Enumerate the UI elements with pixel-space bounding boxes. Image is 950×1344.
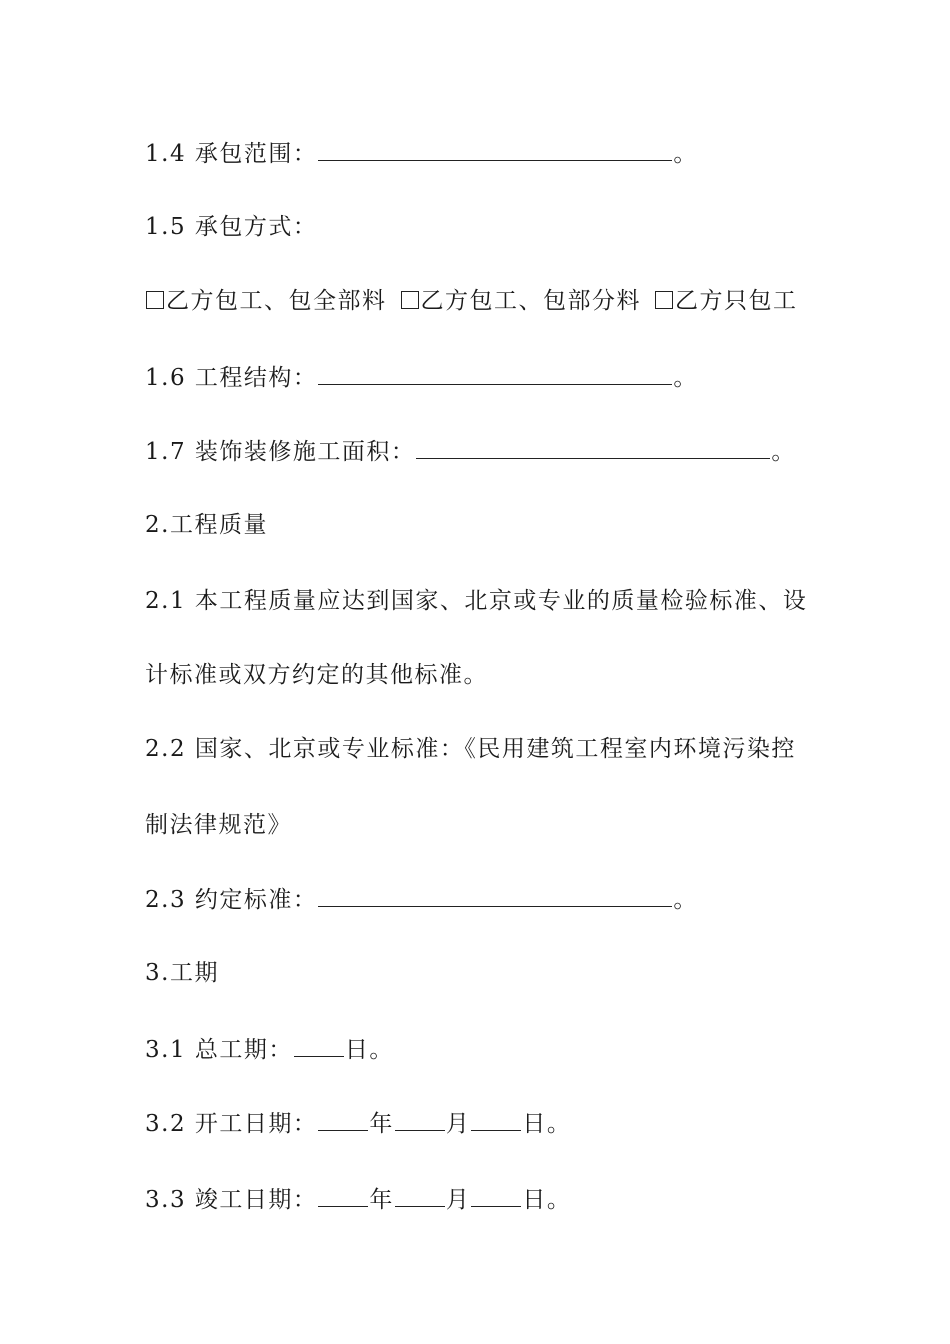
clause-1-5 xyxy=(145,212,317,242)
option-label-3: 乙方只包工 xyxy=(675,288,798,314)
clause-number: 2.2 xyxy=(145,736,187,762)
clause-label: 开工日期： xyxy=(194,1111,318,1137)
clause-label: 装饰装修施工面积： xyxy=(194,439,416,465)
clause-3-2: 3.2 开工日期： 年 月 日。 xyxy=(145,1108,571,1139)
clause-label: 承包方式： xyxy=(194,214,318,240)
blank-end-year[interactable] xyxy=(318,1184,368,1207)
clause-3-3: 3.3 竣工日期： 年 月 日。 xyxy=(145,1184,571,1215)
option-label-2: 乙方包工、包部分料 xyxy=(420,288,641,314)
clause-number: 3.1 xyxy=(145,1037,187,1063)
clause-number: 2.3 xyxy=(145,887,187,913)
clause-number: 3.2 xyxy=(145,1111,187,1137)
checkbox-option-3[interactable] xyxy=(655,291,673,309)
clause-label: 承包范围： xyxy=(194,141,318,167)
checkbox-option-2[interactable] xyxy=(401,291,419,309)
clause-number: 3.3 xyxy=(145,1187,187,1213)
clause-number: 2.1 xyxy=(145,588,187,614)
blank-total-days[interactable] xyxy=(294,1034,344,1057)
option-label-1: 乙方包工、包全部料 xyxy=(166,288,387,314)
blank-area[interactable] xyxy=(416,436,770,459)
clause-label: 竣工日期： xyxy=(194,1187,318,1213)
clause-1-4: 1.4 承包范围： 。 xyxy=(145,138,698,169)
clause-2-2-line-1: 2.2 国家、北京或专业标准：《民用建筑工程室内环境污染控 xyxy=(145,736,796,762)
clause-2-2-line-2: 制法律规范》 xyxy=(145,812,292,838)
blank-start-month[interactable] xyxy=(395,1108,445,1131)
clause-2-3: 2.3 约定标准： 。 xyxy=(145,884,698,915)
blank-end-month[interactable] xyxy=(395,1184,445,1207)
contract-method-options xyxy=(146,286,798,316)
blank-contract-scope[interactable] xyxy=(318,138,672,161)
clause-number: 1.5 xyxy=(145,214,187,240)
clause-2-1-line-1: 2.1 本工程质量应达到国家、北京或专业的质量检验标准、设 xyxy=(145,588,808,614)
clause-1-7: 1.7 装饰装修施工面积： 。 xyxy=(145,436,796,467)
clause-number: 1.6 xyxy=(145,365,187,391)
blank-agreed-standard[interactable] xyxy=(318,884,672,907)
checkbox-option-1[interactable] xyxy=(146,291,164,309)
clause-number: 1.7 xyxy=(145,439,187,465)
clause-label: 工程结构： xyxy=(194,365,318,391)
clause-label: 约定标准： xyxy=(194,887,318,913)
blank-structure[interactable] xyxy=(318,362,672,385)
clause-1-6: 1.6 工程结构： 。 xyxy=(145,362,698,393)
blank-start-day[interactable] xyxy=(471,1108,521,1131)
blank-start-year[interactable] xyxy=(318,1108,368,1131)
clause-label: 总工期： xyxy=(194,1037,293,1063)
clause-number: 1.4 xyxy=(145,141,187,167)
blank-end-day[interactable] xyxy=(471,1184,521,1207)
section-2-title: 2.工程质量 xyxy=(145,512,268,538)
clause-2-1-line-2: 计标准或双方约定的其他标准。 xyxy=(145,662,488,688)
clause-3-1: 3.1 总工期： 日。 xyxy=(145,1034,394,1065)
section-3-title: 3.工期 xyxy=(145,960,219,986)
